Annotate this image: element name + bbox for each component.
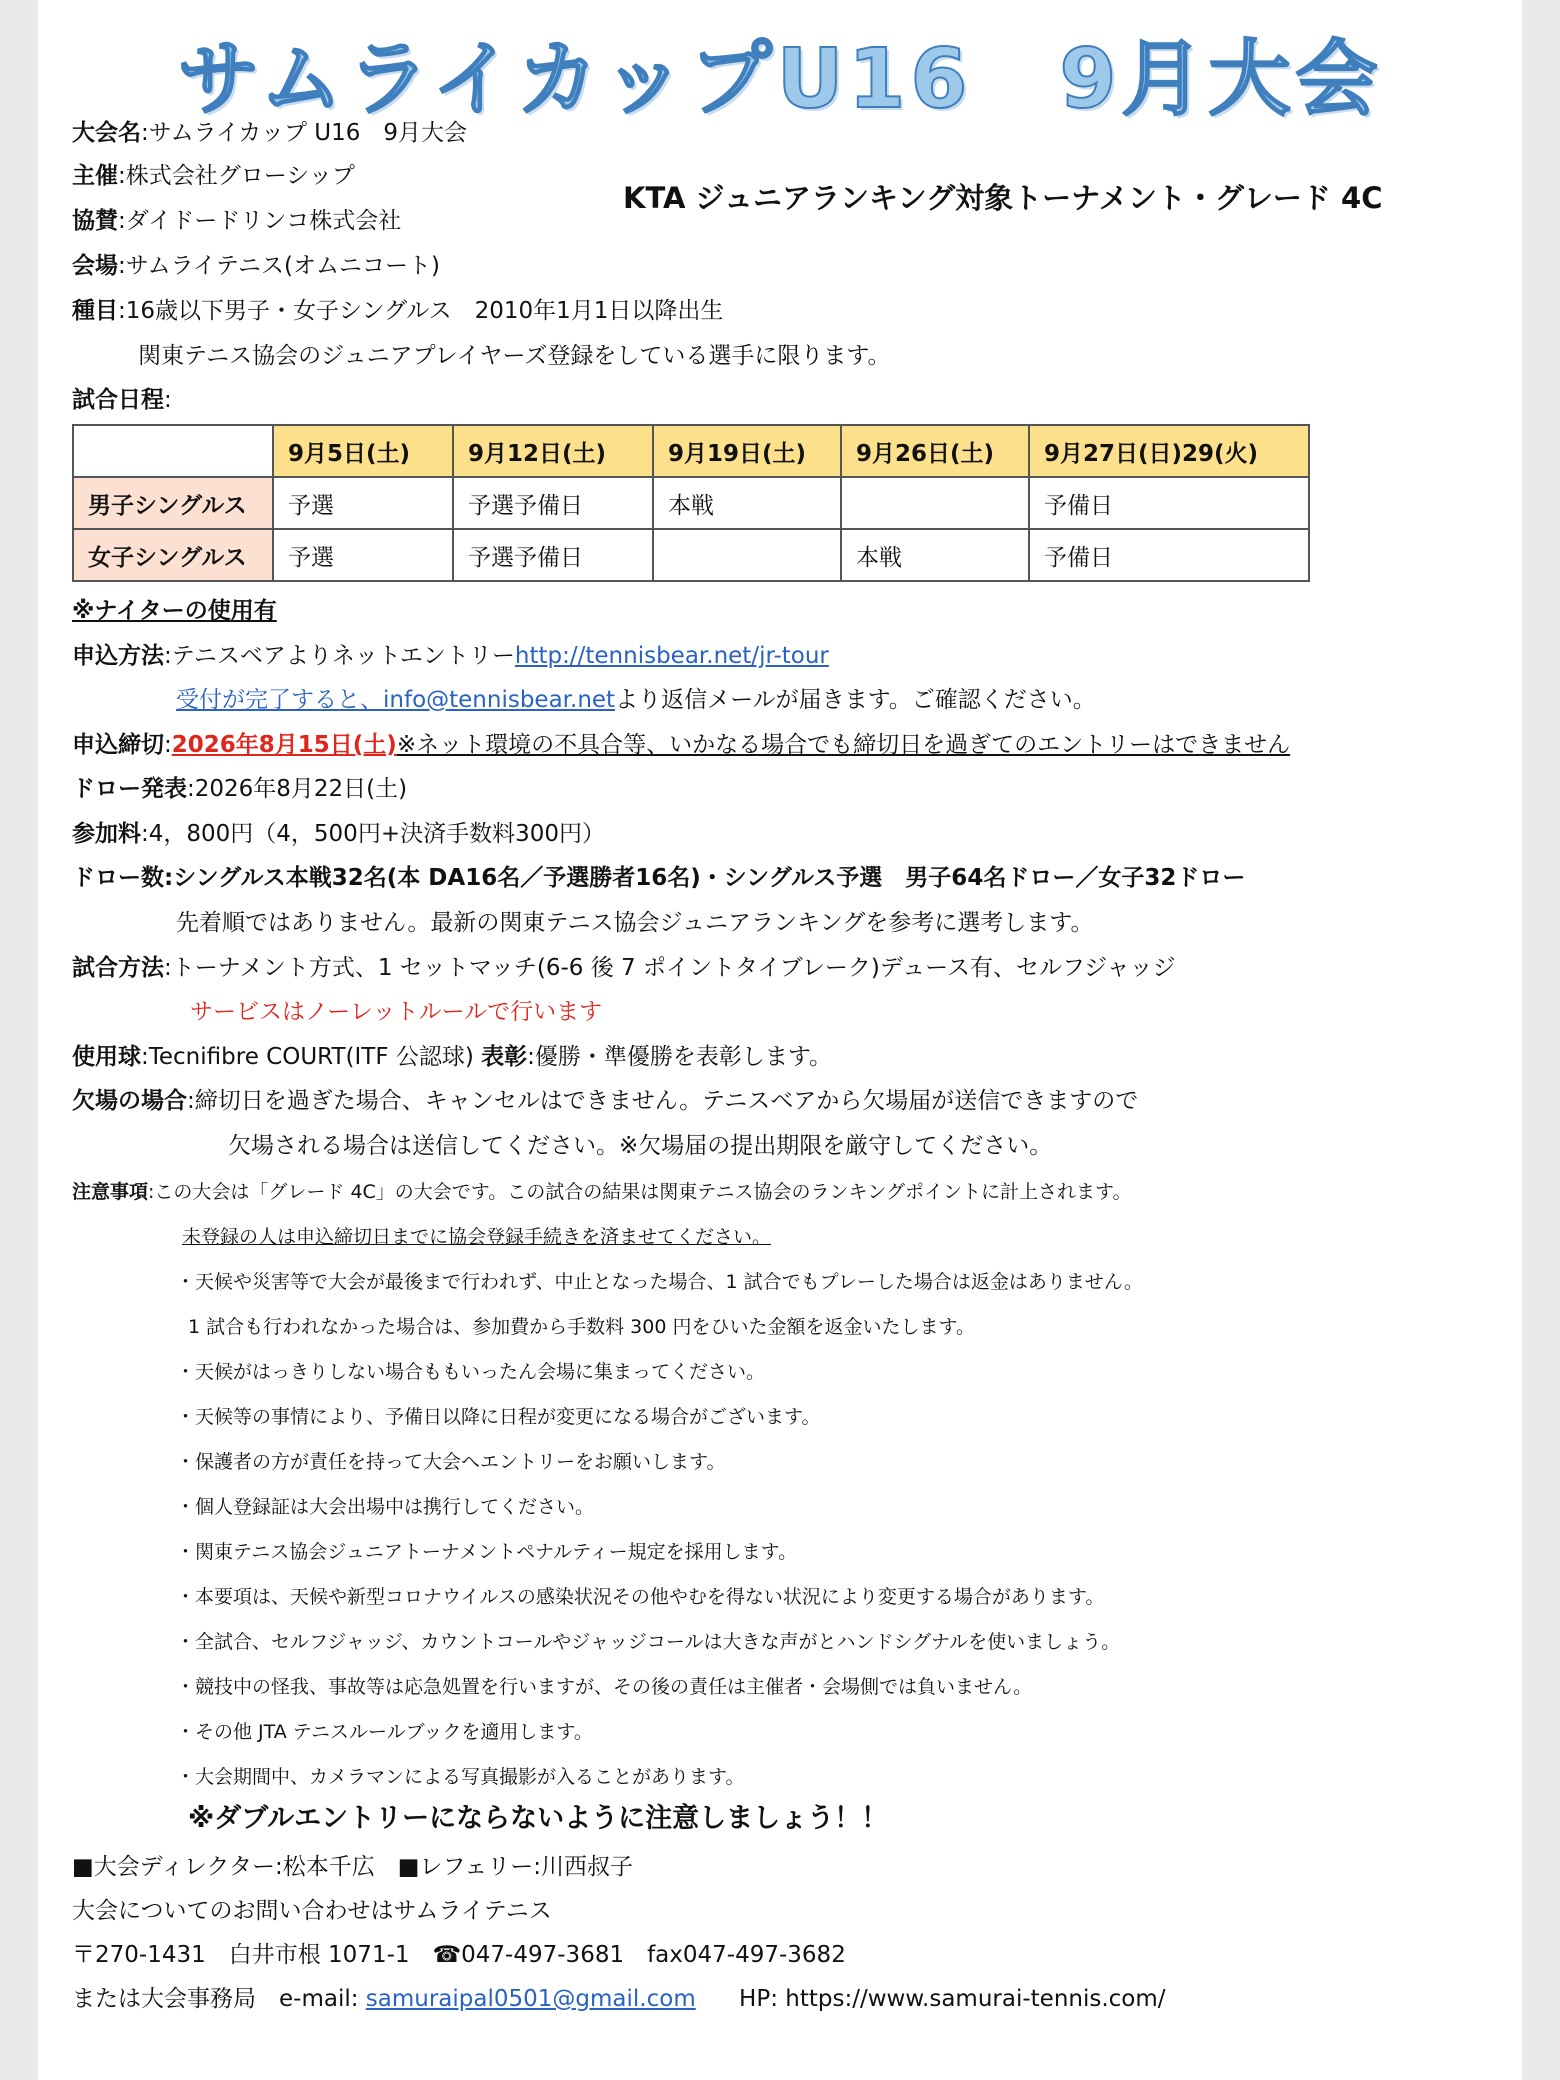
- apply-note-rest: より返信メールが届きます。ご確認ください。: [615, 687, 1096, 713]
- absence-note: 欠場される場合は送信してください。※欠場届の提出期限を厳守してください。: [228, 1133, 1053, 1159]
- schedule-row: [73, 529, 1309, 581]
- notes-item: ・競技中の怪我、事故等は応急処置を行いますが、その後の責任は主催者・会場側では負いません。: [176, 1676, 1033, 1698]
- contact-address: 〒270-1431 白井市根 1071-1 ☎047-497-3681 fax047-497-3682: [72, 1942, 846, 1968]
- schedule-table: [72, 424, 1310, 582]
- entry-link[interactable]: http://tennisbear.net/jr-tour: [514, 643, 829, 669]
- info-venue-value: :サムライテニス(オムニコート): [118, 253, 440, 279]
- schedule-row: [73, 477, 1309, 529]
- info-venue: [72, 250, 440, 282]
- info-name-label: 大会名: [72, 120, 141, 146]
- info-host: [72, 160, 355, 192]
- notes-item: ・全試合、セルフジャッジ、カウントコールやジャッジコールは大きな声がとハンドシグナルを使いましょう。: [176, 1631, 1121, 1653]
- notes-item: ・天候がはっきりしない場合ももいったん会場に集まってください。: [176, 1361, 766, 1383]
- notes-label: 注意事項: [72, 1181, 149, 1203]
- apply-note: [176, 684, 1096, 716]
- schedule-row-heading: 男子シングルス: [73, 477, 273, 529]
- draw-announce-value: :2026年8月22日(土): [187, 776, 408, 802]
- contact-office-text: または大会事務局 e-mail:: [72, 1986, 359, 2012]
- notes-item: ・その他 JTA テニスルールブックを適用します。: [176, 1721, 593, 1743]
- info-name-value: :サムライカップ U16 9月大会: [141, 120, 468, 146]
- deadline: [72, 729, 1290, 761]
- ball-and-award: [72, 1041, 832, 1073]
- double-entry-warning: ※ダブルエントリーにならないように注意しましょう！！: [188, 1803, 889, 1834]
- draw-size: [72, 862, 1245, 894]
- schedule-cell: [653, 529, 841, 581]
- notes-item: ・保護者の方が責任を持って大会へエントリーをお願いします。: [176, 1451, 726, 1473]
- info-name: [72, 117, 467, 149]
- contact-intro: 大会についてのお問い合わせはサムライテニス: [72, 1898, 552, 1924]
- schedule-cell: 予選予備日: [453, 477, 653, 529]
- fee-label: 参加料: [72, 821, 141, 847]
- schedule-header-cell: 9月19日(土): [653, 425, 841, 477]
- info-sponsor-value: :ダイドードリンコ株式会社: [118, 208, 402, 234]
- schedule-cell: 本戦: [653, 477, 841, 529]
- schedule-header-row: [73, 425, 1309, 477]
- award-label: 表彰: [481, 1044, 528, 1070]
- deadline-label: 申込締切: [72, 732, 164, 758]
- deadline-note: ※ネット環境の不具合等、いかなる場合でも締切日を過ぎてのエントリーはできません: [396, 732, 1291, 758]
- apply-method: [72, 640, 829, 672]
- schedule-header-cell: 9月12日(土): [453, 425, 653, 477]
- info-event-note: 関東テニス協会のジュニアプレイヤーズ登録をしている選手に限ります。: [138, 343, 891, 369]
- schedule-colon: :: [164, 387, 172, 413]
- draw-announce: [72, 773, 407, 805]
- kta-grade-note: KTA ジュニアランキング対象トーナメント・グレード 4C: [623, 181, 1383, 215]
- contact-email-link[interactable]: samuraipal0501@gmail.com: [365, 1986, 696, 2012]
- schedule-cell: [841, 477, 1029, 529]
- format-label: 試合方法: [72, 955, 164, 981]
- schedule-header-cell: 9月27日(日)29(火): [1029, 425, 1309, 477]
- draw-size-label: ドロー数: [72, 865, 164, 891]
- draw-announce-label: ドロー発表: [72, 776, 187, 802]
- service-rule-note: サービスはノーレットルールで行います: [190, 999, 603, 1025]
- absence-label: 欠場の場合: [72, 1088, 187, 1114]
- award-value: :優勝・準優勝を表彰します。: [527, 1044, 833, 1070]
- info-event: [72, 295, 723, 327]
- notes-item: ・個人登録証は大会出場中は携行してください。: [176, 1496, 595, 1518]
- notes-registration: 未登録の人は申込締切日までに協会登録手続きを済ませてください。: [182, 1226, 772, 1248]
- schedule-header-cell: 9月26日(土): [841, 425, 1029, 477]
- info-host-label: 主催: [72, 163, 118, 189]
- notes-first-text: :この大会は「グレード 4C」の大会です。この試合の結果は関東テニス協会のランキングポイントに計上されます。: [148, 1181, 1132, 1203]
- document-page: [38, 0, 1522, 2080]
- deadline-colon: :: [164, 732, 172, 758]
- staff-line: ■大会ディレクター:松本千広 ■レフェリー:川西叔子: [72, 1854, 634, 1880]
- info-sponsor: [72, 205, 401, 237]
- schedule-row-heading: 女子シングルス: [73, 529, 273, 581]
- info-event-value: :16歳以下男子・女子シングルス 2010年1月1日以降出生: [118, 298, 724, 324]
- apply-confirm-link[interactable]: 受付が完了すると、info@tennisbear.net: [176, 687, 616, 713]
- deadline-date: 2026年8月15日(土): [171, 732, 397, 758]
- absence-value: :締切日を過ぎた場合、キャンセルはできません。テニスベアから欠場届が送信できますので: [187, 1088, 1139, 1114]
- schedule-cell: 予選: [273, 477, 453, 529]
- draw-size-value: :シングルス本戦32名(本 DA16名／予選勝者16名)・シングルス予選 男子64名ドロー／女子32ドロー: [164, 865, 1246, 891]
- notes-item: ・天候や災害等で大会が最後まで行われず、中止となった場合、1 試合でもプレーした場合は返金はありません。: [176, 1271, 1143, 1293]
- notes-item: ・本要項は、天候や新型コロナウイルスの感染状況その他やむを得ない状況により変更する場合があります。: [176, 1586, 1105, 1608]
- info-sponsor-label: 協賛: [72, 208, 118, 234]
- absence: [72, 1085, 1138, 1117]
- fee-value: :4，800円（4，500円+決済手数料300円）: [141, 821, 605, 847]
- notes-item: ・大会期間中、カメラマンによる写真撮影が入ることがあります。: [176, 1766, 745, 1788]
- fee: [72, 818, 605, 850]
- notes-item: 1 試合も行われなかった場合は、参加費から手数料 300 円をひいた金額を返金いたします。: [188, 1316, 975, 1338]
- homepage-url: HP: https://www.samurai-tennis.com/: [739, 1986, 1166, 2012]
- ball-label: 使用球: [72, 1044, 141, 1070]
- info-event-label: 種目: [72, 298, 118, 324]
- info-venue-label: 会場: [72, 253, 118, 279]
- ball-value: :Tecnifibre COURT(ITF 公認球): [141, 1044, 474, 1070]
- schedule-label: 試合日程: [72, 387, 164, 413]
- schedule-cell: 予選予備日: [453, 529, 653, 581]
- draw-size-note: 先着順ではありません。最新の関東テニス協会ジュニアランキングを参考に選考します。: [176, 910, 1094, 936]
- schedule-cell: 予備日: [1029, 529, 1309, 581]
- page-title: サムライカップU16 9月大会: [177, 32, 1383, 127]
- match-format: [72, 952, 1176, 984]
- schedule-cell: 予備日: [1029, 477, 1309, 529]
- schedule-heading: [72, 384, 172, 416]
- notes-first: [72, 1176, 1131, 1208]
- schedule-header-cell: 9月5日(土): [273, 425, 453, 477]
- nighter-note: ※ナイターの使用有: [72, 598, 277, 624]
- apply-label: 申込方法: [72, 643, 164, 669]
- info-host-value: :株式会社グローシップ: [118, 163, 355, 189]
- schedule-cell: 予選: [273, 529, 453, 581]
- format-value: :トーナメント方式、1 セットマッチ(6-6 後 7 ポイントタイブレーク)デュース有、セルフジャッジ: [164, 955, 1176, 981]
- schedule-corner-cell: [73, 425, 273, 477]
- notes-item: ・天候等の事情により、予備日以降に日程が変更になる場合がございます。: [176, 1406, 821, 1428]
- schedule-cell: 本戦: [841, 529, 1029, 581]
- apply-text: :テニスベアよりネットエントリー: [164, 643, 515, 669]
- contact-office: [72, 1983, 1166, 2015]
- notes-item: ・関東テニス協会ジュニアトーナメントペナルティー規定を採用します。: [176, 1541, 798, 1563]
